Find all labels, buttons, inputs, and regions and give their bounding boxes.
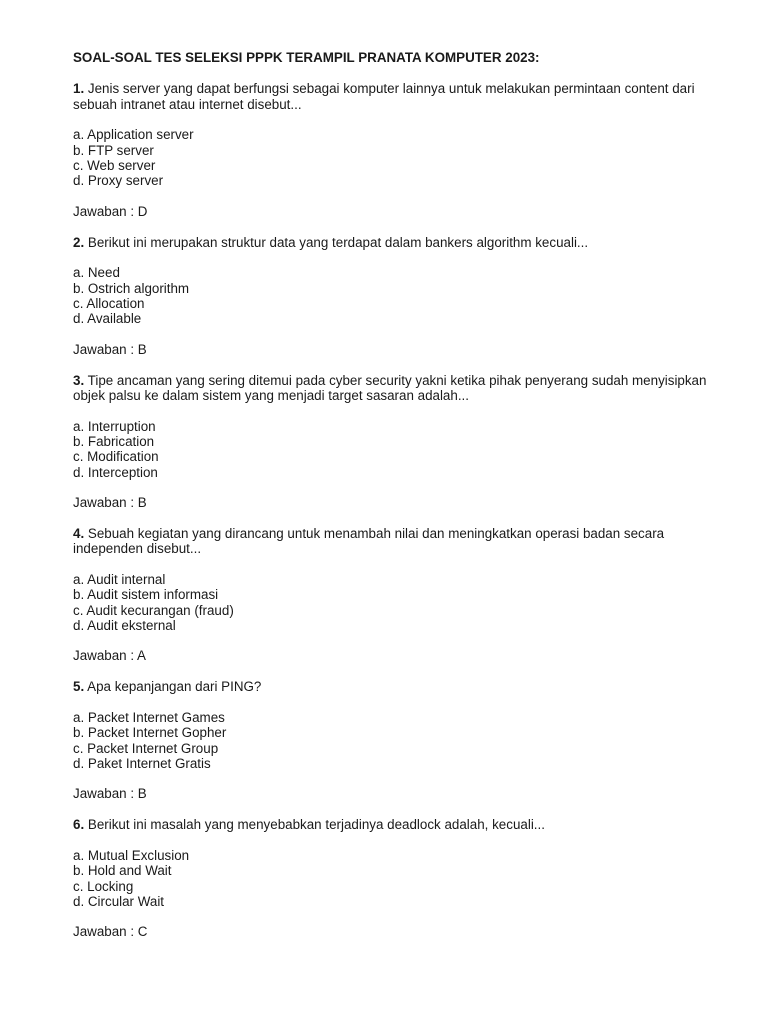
document-title: SOAL-SOAL TES SELEKSI PPPK TERAMPIL PRANATA KOMPUTER 2023:: [73, 50, 540, 65]
answer-line: Jawaban : B: [73, 786, 147, 802]
answer-line: Jawaban : A: [73, 648, 146, 664]
answer-line: Jawaban : C: [73, 924, 148, 940]
question-text: [73, 373, 713, 404]
option-c: c. Packet Internet Group: [73, 740, 219, 756]
option-list: [73, 572, 713, 634]
question-number: 4.: [73, 526, 85, 542]
document-page: [73, 50, 713, 955]
question-text: [73, 817, 713, 832]
question-4: [73, 526, 713, 664]
option-d: d. Paket Internet Gratis: [73, 756, 211, 771]
answer-line: Jawaban : B: [73, 495, 147, 511]
question-body: Jenis server yang dapat berfungsi sebagai komputer lainnya untuk melakukan permintaan content dari sebuah intranet atau internet disebut...: [73, 81, 695, 112]
question-6: [73, 817, 713, 939]
option-c: c. Web server: [73, 158, 156, 174]
option-d: d. Audit eksternal: [73, 618, 176, 634]
question-text: [73, 81, 713, 112]
option-b: b. Ostrich algorithm: [73, 280, 190, 296]
option-list: [73, 265, 713, 327]
question-5: [73, 679, 713, 801]
option-list: [73, 127, 713, 189]
option-a: a. Application server: [73, 127, 194, 143]
question-number: 3.: [73, 372, 85, 388]
option-list: [73, 710, 713, 772]
option-b: b. Hold and Wait: [73, 863, 172, 879]
option-d: d. Proxy server: [73, 173, 164, 189]
question-text: [73, 526, 713, 557]
option-b: b. Audit sistem informasi: [73, 587, 219, 603]
answer-line: Jawaban : B: [73, 341, 147, 357]
question-body: Berikut ini merupakan struktur data yang terdapat dalam bankers algorithm kecuali...: [87, 234, 589, 250]
question-body: Sebuah kegiatan yang dirancang untuk menambah nilai dan meningkatkan operasi badan secara independen disebut...: [73, 526, 665, 557]
option-c: c. Allocation: [73, 295, 145, 311]
question-body: Tipe ancaman yang sering ditemui pada cyber security yakni ketika pihak penyerang sudah menyisipkan objek palsu ke dalam sistem yang menjadi target sasaran adalah...: [73, 372, 707, 404]
question-2: [73, 235, 713, 357]
question-3: [73, 373, 713, 511]
option-a: a. Packet Internet Games: [73, 709, 225, 725]
option-b: b. FTP server: [73, 142, 154, 158]
question-number: 6.: [73, 817, 85, 833]
option-c: c. Locking: [73, 878, 134, 894]
question-number: 1.: [73, 81, 85, 97]
option-d: d. Circular Wait: [73, 893, 165, 909]
option-list: [73, 419, 713, 481]
option-b: b. Packet Internet Gopher: [73, 725, 227, 741]
option-c: c. Modification: [73, 449, 159, 465]
question-number: 5.: [73, 679, 85, 695]
question-body: Apa kepanjangan dari PING?: [87, 679, 262, 695]
question-text: [73, 679, 713, 694]
option-a: a. Interruption: [73, 418, 156, 434]
answer-line: Jawaban : D: [73, 203, 148, 219]
option-a: a. Need: [73, 265, 120, 281]
option-a: a. Audit internal: [73, 571, 166, 587]
option-c: c. Audit kecurangan (fraud): [73, 602, 234, 618]
option-d: d. Available: [73, 311, 142, 327]
question-number: 2.: [73, 234, 85, 250]
question-text: [73, 235, 713, 250]
option-list: [73, 848, 713, 910]
question-body: Berikut ini masalah yang menyebabkan terjadinya deadlock adalah, kecuali...: [87, 817, 545, 833]
question-1: [73, 81, 713, 219]
option-d: d. Interception: [73, 464, 158, 480]
option-a: a. Mutual Exclusion: [73, 847, 190, 863]
option-b: b. Fabrication: [73, 433, 155, 449]
